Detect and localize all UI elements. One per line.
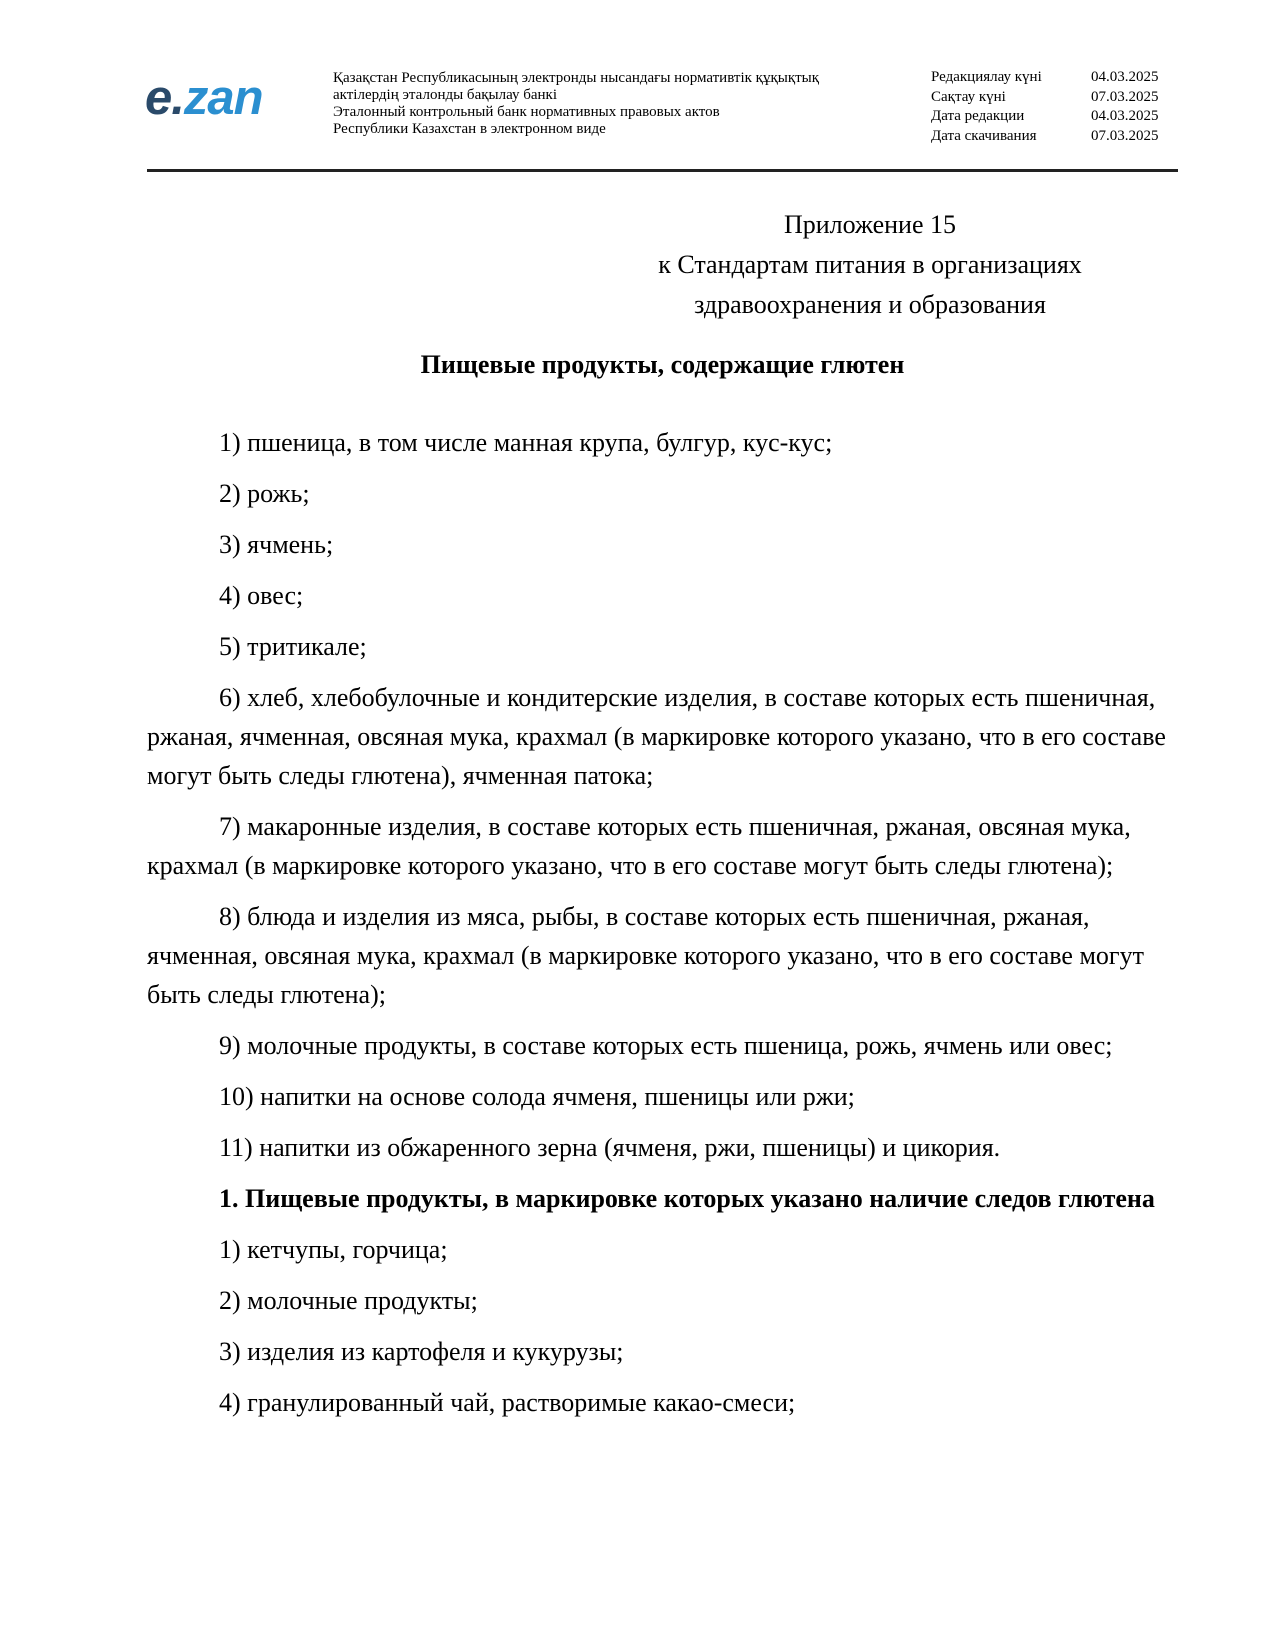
header-line: Эталонный контрольный банк нормативных правовых актов: [333, 104, 720, 120]
list-item: 4) овес;: [219, 581, 304, 610]
meta-label: Сақтау күні: [931, 88, 1006, 105]
list-item: 8) блюда и изделия из мяса, рыбы, в составе которых есть пшеничная, ржаная, ячменная, овсяная мука, крахмал (в маркировке которого указано, что в его составе могут быть следы глютена);: [147, 902, 1144, 1009]
header-line: Қазақстан Республикасының электронды нысандағы нормативтік құқықтық: [333, 70, 820, 86]
document-body: [147, 423, 1178, 1434]
header-line: актілердің эталонды бақылау банкі: [333, 87, 557, 103]
list-item: 10) напитки на основе солода ячменя, пшеницы или ржи;: [219, 1082, 855, 1111]
meta-row: [931, 107, 1159, 127]
appendix-line: к Стандартам питания в организациях: [658, 250, 1082, 279]
document-title: Пищевые продукты, содержащие глютен: [420, 350, 905, 379]
list-item: 2) рожь;: [219, 479, 310, 508]
meta-label: Дата редакции: [931, 108, 1025, 124]
meta-row: [931, 88, 1159, 108]
meta-value: 04.03.2025: [1091, 69, 1159, 85]
meta-value: 07.03.2025: [1091, 88, 1159, 105]
meta-row: [931, 68, 1159, 88]
meta-label: Дата скачивания: [931, 127, 1037, 144]
header-dates: [931, 68, 1159, 146]
meta-row: [931, 127, 1159, 147]
header-bank-description: [333, 70, 819, 138]
section-heading: 1. Пищевые продукты, в маркировке которых указано наличие следов глютена: [219, 1184, 1155, 1213]
list-item: 3) изделия из картофеля и кукурузы;: [219, 1337, 624, 1366]
appendix-reference: [580, 205, 1160, 325]
meta-value: 07.03.2025: [1091, 127, 1159, 144]
appendix-line: Приложение 15: [783, 210, 957, 239]
list-item: 1) кетчупы, горчица;: [219, 1235, 448, 1264]
ezan-logo: [145, 71, 263, 125]
appendix-line: здравоохранения и образования: [694, 290, 1046, 319]
list-item: 2) молочные продукты;: [219, 1286, 478, 1315]
list-item: 1) пшеница, в том числе манная крупа, булгур, кус-кус;: [219, 428, 833, 457]
meta-label: Редакциялау күні: [931, 69, 1042, 85]
logo-e: e.: [145, 71, 184, 125]
list-item: 3) ячмень;: [219, 530, 334, 559]
list-item: 4) гранулированный чай, растворимые какао-смеси;: [219, 1388, 796, 1417]
meta-value: 04.03.2025: [1091, 108, 1159, 124]
list-item: 9) молочные продукты, в составе которых есть пшеница, рожь, ячмень или овес;: [219, 1031, 1113, 1060]
list-item: 7) макаронные изделия, в составе которых есть пшеничная, ржаная, овсяная мука, крахмал (в маркировке которого указано, что в его составе могут быть следы глютена);: [147, 812, 1131, 880]
list-item: 6) хлеб, хлебобулочные и кондитерские изделия, в составе которых есть пшеничная, ржаная, ячменная, овсяная мука, крахмал (в маркировке которого указано, что в его составе могут быть следы глютена), ячменная патока;: [147, 683, 1166, 790]
header-line: Республики Казахстан в электронном виде: [333, 121, 606, 137]
list-item: 5) тритикале;: [219, 632, 367, 661]
list-item: 11) напитки из обжаренного зерна (ячменя, ржи, пшеницы) и цикория.: [219, 1133, 1001, 1162]
header-divider: [147, 169, 1178, 172]
logo-zan: zan: [183, 71, 263, 125]
